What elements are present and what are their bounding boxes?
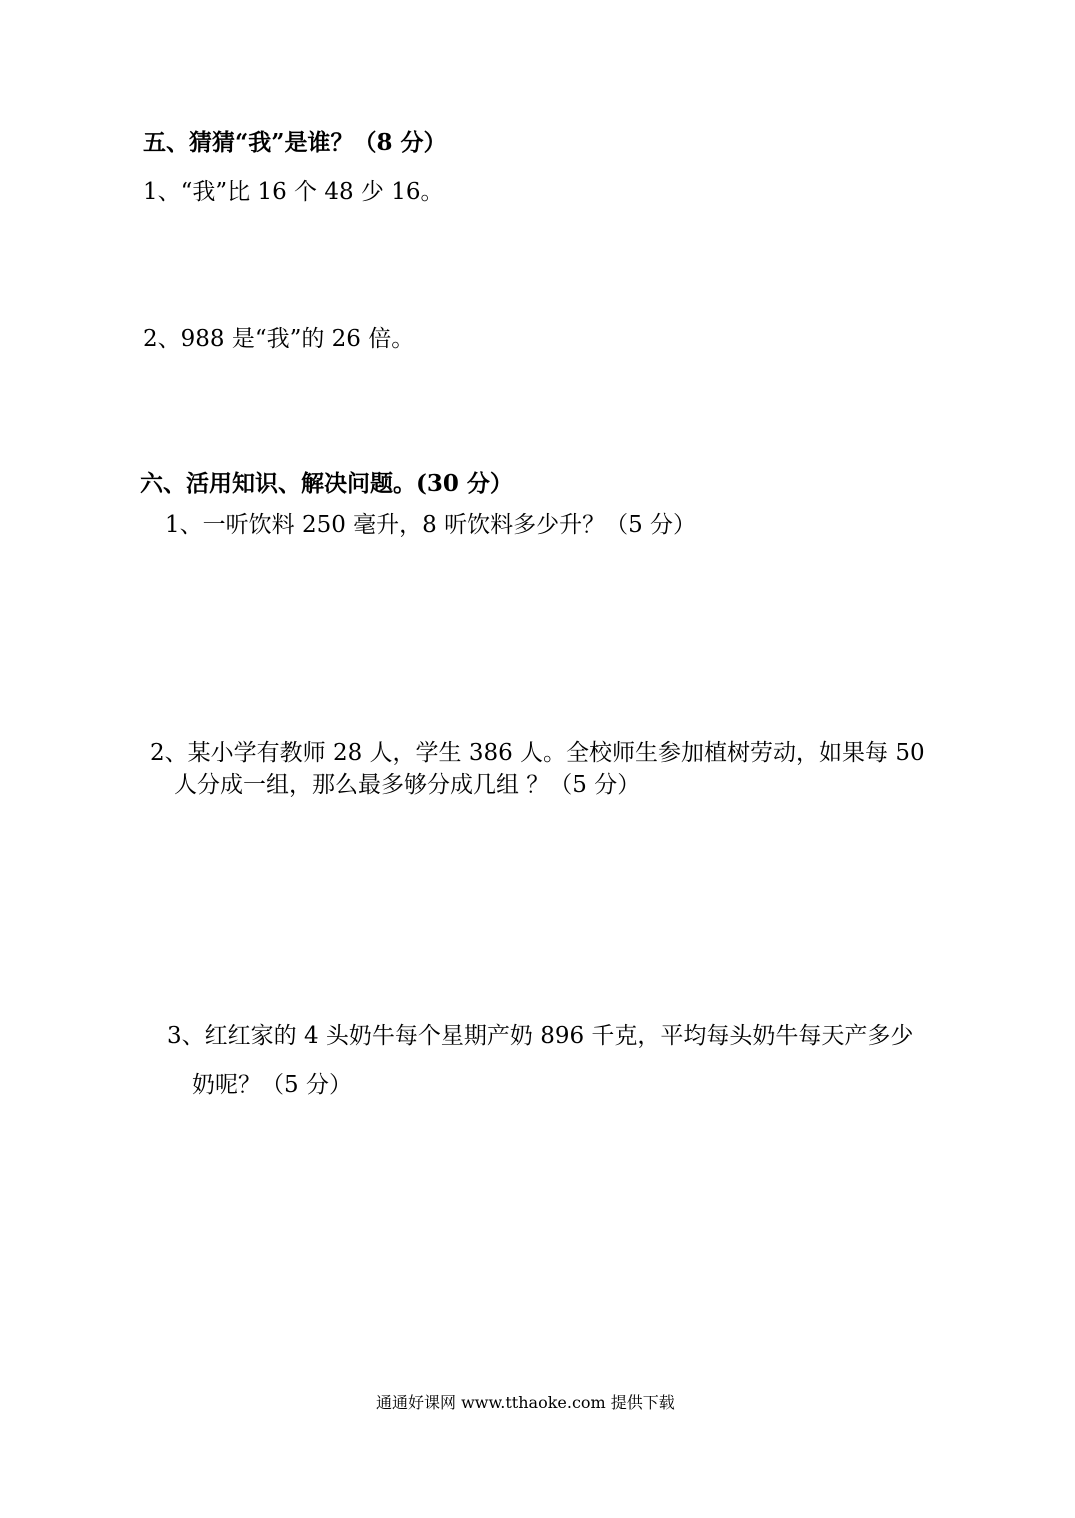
section-5-title: 五、猜猜“我”是谁？（8 分） bbox=[143, 129, 447, 156]
section-5-question-2: 2、988 是“我”的 26 倍。 bbox=[143, 326, 415, 352]
section-6-question-2-line-2: 人分成一组，那么最多够分成几组 ？（5 分） bbox=[174, 772, 641, 798]
section-5-question-1: 1、“我”比 16 个 48 少 16。 bbox=[143, 179, 444, 205]
section-6-question-1: 1、一听饮料 250 毫升，8 听饮料多少升？（5 分） bbox=[165, 512, 697, 538]
section-6-question-3-line-1: 3、红红家的 4 头奶牛每个星期产奶 896 千克，平均每头奶牛每天产多少 bbox=[167, 1023, 914, 1049]
footer-download-note: 通通好课网 www.tthaoke.com 提供下载 bbox=[376, 1393, 675, 1412]
section-6-question-3-line-2: 奶呢？（5 分） bbox=[192, 1072, 352, 1098]
section-6-question-2-line-1: 2、某小学有教师 28 人，学生 386 人。全校师生参加植树劳动，如果每 50 bbox=[150, 740, 925, 766]
section-6-title: 六、活用知识、解决问题。(30 分） bbox=[140, 470, 513, 497]
